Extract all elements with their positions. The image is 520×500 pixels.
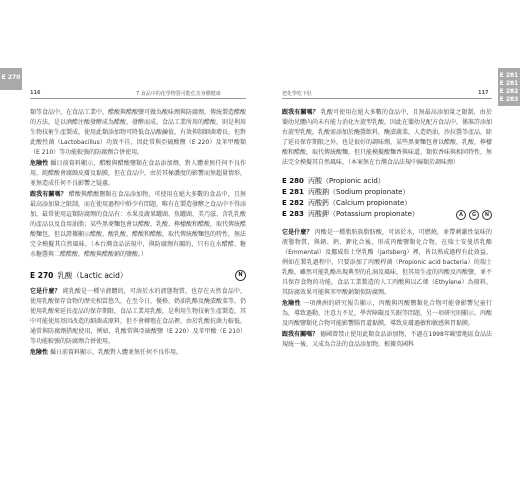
section-name: 乳酸（Lactic acid）	[57, 270, 128, 280]
right-tab-line-4: E 283	[499, 96, 519, 103]
right-header-rule	[282, 98, 492, 99]
additive-marks	[456, 210, 492, 220]
left-page-body	[30, 108, 246, 359]
left-running-head: 7.食品中的化學物質可能危害身體健康	[136, 91, 221, 97]
right-running-head: 把化學吃下肚	[282, 91, 313, 97]
circled-g-icon: G	[469, 210, 479, 220]
right-page-number: 117	[478, 90, 489, 96]
right-paragraph-3: 危險性 一項澳洲的研究報告顯示，丙酸與丙酸鹽類化合物可能會影響兒童行為，導致過動，注意力不足，學習障礙及失眠等問題，另一項研究則顯示，丙酸及丙酸鹽類化合物可能影響腸胃道黏膜，導致皮膚過敏和敏感與胃黏膜。	[282, 300, 493, 327]
section-heading-e270	[30, 270, 246, 281]
right-paragraph-2: 它是什麼？ 丙酸是一種脂肪族脂肪酸，可溶於水，可燃燒，並帶刺激性氣味的液態物質，與鈉、鈣、鉀化合後，形成丙酸鹽類化合物，在瑞士安曼塔乳酪（Emmental）及挪威詹士堡乳酪（Jarlsberg）裡，皆以熟成過程有此效益，例如在製乳過程中，只要添加了丙酸桿菌（Propionic acid bacteria）的瑞士乳酪，雖然可能乳酪出現典型的孔洞及風味，但其用生產的丙酸及丙酸鹽，並不具保存食物的功能，食品工業製造的人工丙酸與以乙烯（Ethylene）為原料，其防腐效果可能與苯甲酸鈉類似防腐劑。	[282, 229, 493, 296]
right-tab-line-2: E 281	[499, 80, 519, 87]
left-page-number: 116	[30, 90, 41, 96]
additive-row-e282: E 282 丙酸鈣（Calcium propionate）	[282, 199, 412, 207]
additive-row-e281: E 281 丙酸鈉（Sodium propionate）	[282, 188, 410, 196]
left-paragraph-3: 跟我有關嗎？ 醋酸與醋酸鹽類在食品添加物，可使用在絕大多數的食品中，且無最高添加量之限制，而在使用過程中鮮少有問題，唯有在製造發酵之食品中不得添加，最常使用這類防腐劑的食品有：水果及蔬果罐頭、魚罐頭、美乃滋、含乳乳酸的產品以及食用油脂；某些黑麥麵包會以醋酸、乳酸、檸檬酸和醋酸，取代傳統醋酸麵包，但以證據顯示醋酸、酸乳酸，醋酸和醋酸，取代傳統酸麵包的特性，無法完全模擬其自然風味。（本台灣食品法規中，與防腐劑有關的，只有在水醋醋、糖水糖醬與二醋醋酸、醋酸與醋酸鈉的鹽酸。）	[30, 191, 247, 258]
right-tab-line-1: E 281	[499, 72, 519, 79]
left-paragraph-2: 危險性 攝日前資料顯示，醋酸與醋酸鹽類在食品添加劑，對人體並無任何不良作用，純醋酸會腐蝕皮膚及黏膜，但在食品中，由於其極濃度的影響而無超量情形，並無造成任何不良影響之疑慮。	[30, 160, 247, 187]
left-paragraph-5: 危險性 攝日前資料顯示，乳酸對人體並無任何不良作用。	[30, 349, 182, 356]
additive-list	[282, 176, 492, 220]
left-tab-label: E 270	[1, 74, 21, 81]
additive-row-e283: E 283 丙酸鉀（Potassium propionate） A G N	[282, 209, 492, 220]
section-code: E 270	[30, 270, 54, 280]
additive-row-e280: E 280 丙酸（Propionic acid）	[282, 177, 385, 185]
right-page-thumb-tab	[498, 68, 520, 106]
circled-n-icon: N	[482, 210, 492, 220]
right-paragraph-1: 跟我有關嗎？ 乳酸可使用在絕大多數的食品中，且無最高添加量之限制，由於嬰幼兒體內尚未有能力消化左旋型乳酸，因此在嬰幼兒配方食品中，僅准許添加右旋型乳酸，乳酸需添加於醃醬飲料，醃漬蔬菜，人造奶油，沙拉醬等產品，除了延長保存期限之外，也是很好的調味劑，某些黑麥麵包會以醋酸，乳酸，檸檬酸和醋酸，取代傳統酸麵，但只能模擬酸麵香與味道，類似香味與相同特性，無法完全模擬其自然風味，（本案無在台灣食品法規中歸類於調味劑）	[282, 109, 493, 166]
right-page-body	[282, 108, 492, 351]
left-page-thumb-tab	[0, 68, 22, 90]
left-paragraph-1: 類等食品中，在食品工業中，醋酸與醋酸鹽可做為酸味劑與防腐劑，傳統製造醋酸的方法，是以酒醋注酸發酵成為醋酸，發酵而成。食品工業所用的醋酸，則是利用生物技術生產製成，使用此類添加物可降低食品酸鹼值，有效抑制細菌增長，但對此酸性菌（Lactobacillus）功效不佳，因此常與亞硫酸鹽（E 220）及苯甲酸類（E 210）等功能較強的防腐劑合併使用。	[30, 109, 247, 156]
left-paragraph-4: 它是什麼？ 純乳酸是一種呈液體的，可溶於水的液態物質，也存在天然食品中，使用乳酸保存食物的歷史相當悠久，在至今日，優格、奶油乳酪及醃漬酸菜等，仍使用乳酸來延長產品的保存期限，食品工業用乳酸，是利用生物技術生產製造，其中可能使用基因改造的細菌或原料，但不會轉殖在食品裡，由於乳酸抗菌力較低，通常與防腐劑搭配使用，例如，乳酸常與亞硫酸鹽（E 220）及苯甲酸（E 210）等功能較強的防腐劑合併使用。	[30, 288, 247, 345]
right-tab-line-3: E 282	[499, 88, 519, 95]
left-header-rule	[30, 98, 246, 99]
circled-n-icon: N	[235, 270, 246, 281]
circled-a-icon: A	[456, 210, 466, 220]
right-paragraph-4: 跟我有關嗎？ 德國曾禁止使用此類食品添加物，不過在1998年歐盟地區食品法規統一後，又成為合法的食品添加物，根據英國科	[282, 331, 492, 348]
